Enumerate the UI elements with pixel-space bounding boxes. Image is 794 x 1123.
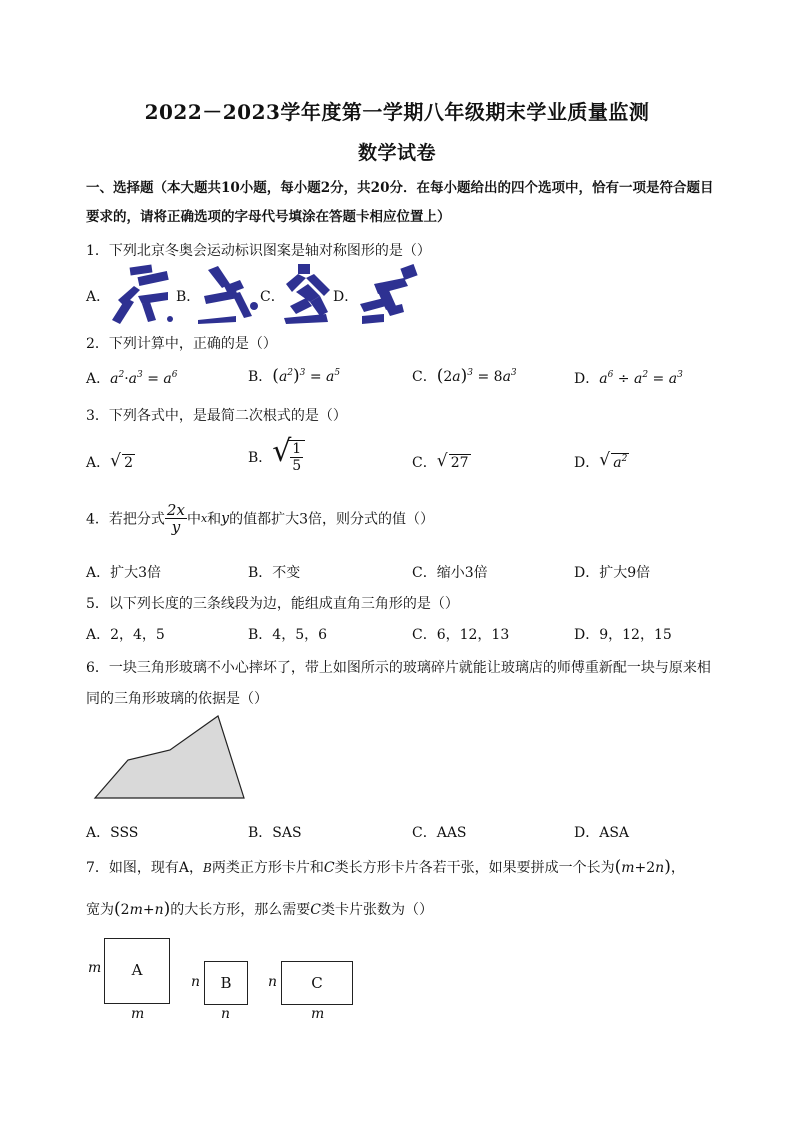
q6-option-a: A．SSS	[86, 825, 139, 841]
card-a-bottom-label: m	[131, 1006, 145, 1022]
q4-option-a: A．扩大3倍	[86, 565, 162, 581]
speed-skating-pictogram-icon	[108, 264, 174, 326]
question-6-line-1: 6．一块三角形玻璃不小心摔坏了，带上如图所示的玻璃碎片就能让玻璃店的师傅重新配一块与原来相	[86, 660, 711, 676]
q6-option-c: C．AAS	[412, 825, 467, 841]
card-a-label: A	[131, 961, 143, 979]
card-c-label: C	[311, 974, 323, 992]
q3-option-d-label: D．	[574, 455, 600, 471]
glass-shard-shape	[95, 716, 244, 798]
question-3-text: 3．下列各式中，是最简二次根式的是（）	[86, 408, 347, 424]
question-7-line-1: 7．如图，现有A，B两类正方形卡片和C类长方形卡片各若干张，如果要拼成一个长为(m+2n)，	[86, 857, 685, 877]
q2-option-d: D．$a^6 \div a^2 = a^3$	[574, 370, 683, 387]
q1-option-b-label: B．	[176, 289, 201, 305]
exam-subtitle: 数学试卷	[357, 142, 436, 164]
card-b-bottom-label: n	[221, 1006, 231, 1022]
q7-text-f: 类卡片张数为（）	[320, 902, 433, 918]
card-c-side-label: n	[268, 974, 278, 990]
question-2-text: 2．下列计算中，正确的是（）	[86, 336, 277, 352]
q3-option-c: C． √ 27	[412, 451, 469, 471]
question-6-line-2: 同的三角形玻璃的依据是（）	[86, 691, 268, 707]
q4-prefix: 4．若把分式	[86, 511, 165, 528]
q4-suffix: 的值都扩大3倍，则分式的值（）	[229, 511, 434, 528]
card-a	[104, 938, 170, 1004]
q4-option-d: D．扩大9倍	[574, 565, 651, 581]
q3-option-a-label: A．	[86, 455, 111, 471]
q3-option-a: A． √ 2	[86, 451, 134, 471]
q2-option-c: C．$(2a)^3 = 8a^3$	[412, 366, 517, 386]
q4-mid: 中	[186, 511, 201, 528]
q3-option-d: D． √ $a^2$	[574, 450, 628, 471]
section-heading: 一、选择题（本大题共10小题，每小题2分，共20分．在每小题给出的四个选项中，恰有一项是符合题目要求的，请将正确选项的字母代号填涂在答题卡相应位置上）	[86, 180, 714, 225]
q2-option-b: B．$(a^2)^3 = a^5$	[248, 366, 341, 386]
q5-option-c: C．6，12，13	[412, 627, 510, 643]
q3-option-c-label: C．	[412, 455, 437, 471]
q4-and: 和	[207, 511, 222, 528]
q7-text-a: 7．如图，现有	[86, 860, 179, 876]
card-c	[281, 961, 353, 1005]
q2-option-d-label: D．	[574, 371, 600, 387]
q6-option-b: B．SAS	[248, 825, 302, 841]
snowboard-pictogram-icon	[280, 262, 338, 326]
question-5-text: 5．以下列长度的三条线段为边，能组成直角三角形的是（）	[86, 596, 459, 612]
q4-option-c: C．缩小3倍	[412, 565, 488, 581]
q2-option-a-label: A．	[86, 371, 111, 387]
q1-option-a-label: A．	[86, 289, 111, 305]
exam-title: 2022－2023学年度第一学期八年级期末学业质量监测	[144, 100, 650, 124]
q7-text-e: 的大长方形，那么需要	[170, 902, 311, 918]
card-c-bottom-label: m	[311, 1006, 325, 1022]
q2-option-c-label: C．	[412, 369, 437, 385]
q2-option-a: A．$a^2\cdot a^3 = a^6$	[86, 370, 178, 387]
card-b-label: B	[220, 974, 232, 992]
skiing-pictogram-icon	[196, 262, 262, 326]
q2-option-b-label: B．	[248, 369, 273, 385]
question-4-text: 4．若把分式 $\frac{2x}{y}$ 中x和y的值都扩大3倍，则分式的值（）	[86, 501, 434, 536]
q1-option-d-label: D．	[333, 289, 359, 305]
q7-text-d: 宽为	[86, 902, 114, 918]
q5-option-a: A．2，4，5	[86, 627, 165, 643]
q6-option-d: D．ASA	[574, 825, 630, 841]
q5-option-b: B．4，5，6	[248, 627, 328, 643]
q3-option-b-label: B．	[248, 450, 273, 466]
q7-text-b: 两类正方形卡片和	[211, 860, 324, 876]
q1-option-c-label: C．	[260, 289, 285, 305]
q7-text-c: 类长方形卡片各若干张，如果要拼成一个长为	[334, 860, 615, 876]
q5-option-d: D．9，12，15	[574, 627, 672, 643]
card-a-side-label: m	[88, 960, 102, 976]
card-b-side-label: n	[191, 974, 201, 990]
question-1-text: 1．下列北京冬奥会运动标识图案是轴对称图形的是（）	[86, 243, 431, 259]
card-b	[204, 961, 248, 1005]
q4-option-b: B．不变	[248, 565, 301, 581]
q3-option-b: B． √ $\frac{1}{5}$	[248, 440, 305, 474]
broken-glass-figure	[90, 712, 250, 802]
skeleton-pictogram-icon	[354, 264, 422, 326]
question-7-line-2: 宽为(2m+n)的大长方形，那么需要C类卡片张数为（）	[86, 899, 433, 919]
